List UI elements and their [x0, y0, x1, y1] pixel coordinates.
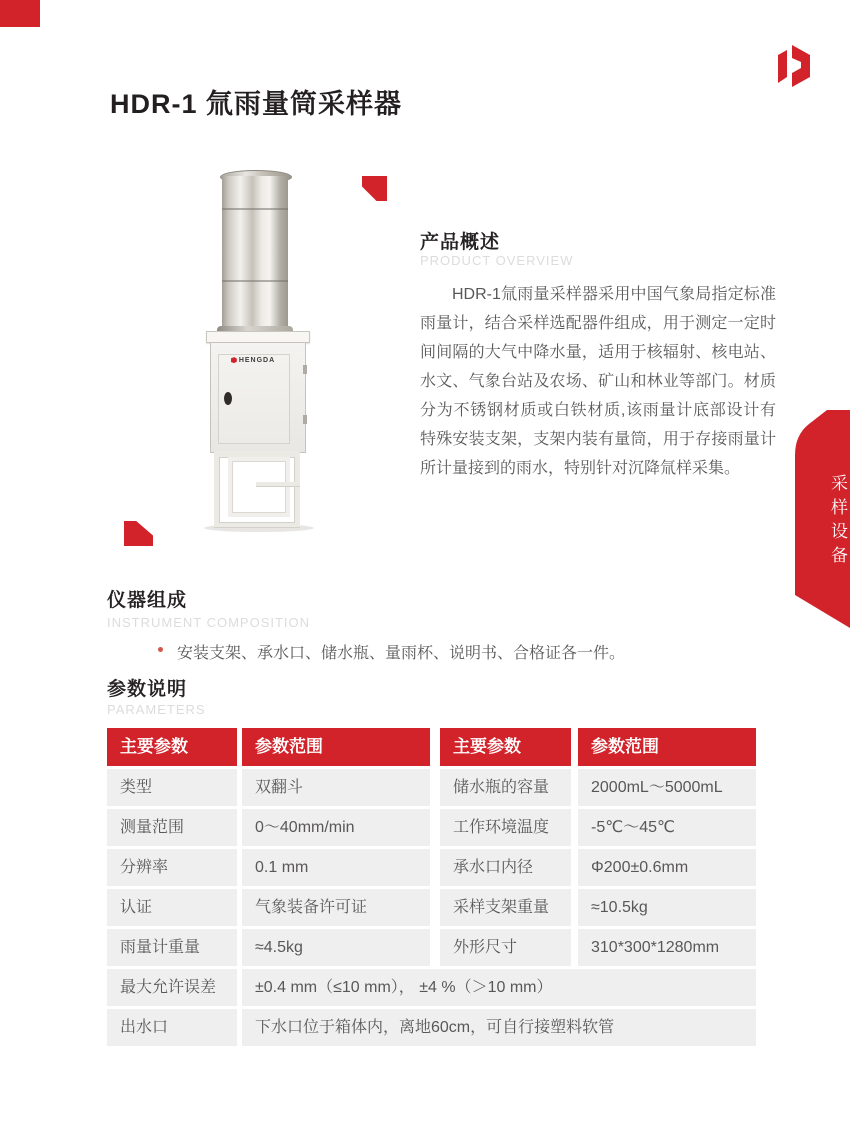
- table-header-cell: 参数范围: [242, 728, 430, 766]
- table-cell: 出水口: [107, 1009, 237, 1046]
- table-cell: 双翻斗: [242, 769, 430, 806]
- table-cell: -5℃～45℃: [578, 809, 756, 846]
- door-hinge: [303, 415, 307, 424]
- cabinet-logo-text: HENGDA: [238, 357, 276, 364]
- door-hinge: [303, 365, 307, 374]
- photo-corner-bracket-bottom-left: [124, 521, 153, 546]
- cabinet-logo: [218, 357, 288, 367]
- overview-paragraph: HDR-1氚雨量采样器采用中国气象局指定标准雨量计，结合采样选配器件组成，用于测定一定时间间隔的大气中降水量，适用于核辐射、核电站、水文、气象台站及农场、矿山和林业等部门。材质分为不锈钢材质或白铁材质,该雨量计底部设计有特殊安装支架，支架内装有量筒，用于存接雨量计所计量接到的雨水，特别针对沉降氚样采集。: [420, 286, 776, 477]
- table-cell: 最大允许误差: [107, 969, 237, 1006]
- composition-heading: 仪器组成: [107, 590, 188, 611]
- table-cell: 承水口内径: [440, 849, 571, 886]
- table-cell: 310*300*1280mm: [578, 929, 756, 966]
- table-cell: Φ200±0.6mm: [578, 849, 756, 886]
- stand-frame-back: [228, 457, 290, 517]
- photo-corner-bracket-top-right: [362, 176, 387, 201]
- parameters-heading: 参数说明: [107, 679, 188, 700]
- table-cell-span: ±0.4 mm（≤10 mm）， ±4 %（＞10 mm）: [242, 969, 756, 1006]
- table-cell: 2000mL～5000mL: [578, 769, 756, 806]
- table-cell-span: 下水口位于箱体内，离地60cm，可自行接塑料软管: [242, 1009, 756, 1046]
- table-cell: 气象装备许可证: [242, 889, 430, 926]
- parameters-subheading: PARAMETERS: [107, 702, 206, 717]
- table-cell: 分辨率: [107, 849, 237, 886]
- table-cell: 储水瓶的容量: [440, 769, 571, 806]
- cylinder-band: [222, 208, 288, 210]
- table-cell: ≈4.5kg: [242, 929, 430, 966]
- brand-logo-icon: [770, 40, 818, 92]
- parameters-table: [107, 728, 756, 1046]
- table-cell: 雨量计重量: [107, 929, 237, 966]
- overview-heading: 产品概述: [420, 232, 501, 253]
- table-cell: 测量范围: [107, 809, 237, 846]
- product-photo: [120, 160, 400, 560]
- table-header-cell: 主要参数: [107, 728, 237, 766]
- overview-subheading: PRODUCT OVERVIEW: [420, 253, 574, 268]
- table-cell: 类型: [107, 769, 237, 806]
- stand-crossbar: [256, 482, 300, 486]
- door-handle: [224, 392, 232, 405]
- cabinet-logo-icon: [231, 357, 237, 363]
- composition-subheading: INSTRUMENT COMPOSITION: [107, 615, 311, 630]
- table-cell: 认证: [107, 889, 237, 926]
- composition-item: 安装支架、承水口、储水瓶、量雨杯、说明书、合格证各一件。: [177, 645, 626, 662]
- table-cell: 工作环境温度: [440, 809, 571, 846]
- bullet-dot-icon: [158, 647, 163, 652]
- table-cell: 外形尺寸: [440, 929, 571, 966]
- rain-gauge-cylinder: [222, 176, 288, 334]
- corner-accent-block: [0, 0, 40, 27]
- table-header-cell: 参数范围: [578, 728, 756, 766]
- table-cell: 0.1 mm: [242, 849, 430, 886]
- table-cell: 采样支架重量: [440, 889, 571, 926]
- table-cell: 0～40mm/min: [242, 809, 430, 846]
- side-tab-label: 采样设备: [828, 474, 847, 570]
- cylinder-band: [222, 280, 288, 282]
- page-title: HDR-1 氚雨量筒采样器: [110, 89, 403, 119]
- table-header-cell: 主要参数: [440, 728, 571, 766]
- table-cell: ≈10.5kg: [578, 889, 756, 926]
